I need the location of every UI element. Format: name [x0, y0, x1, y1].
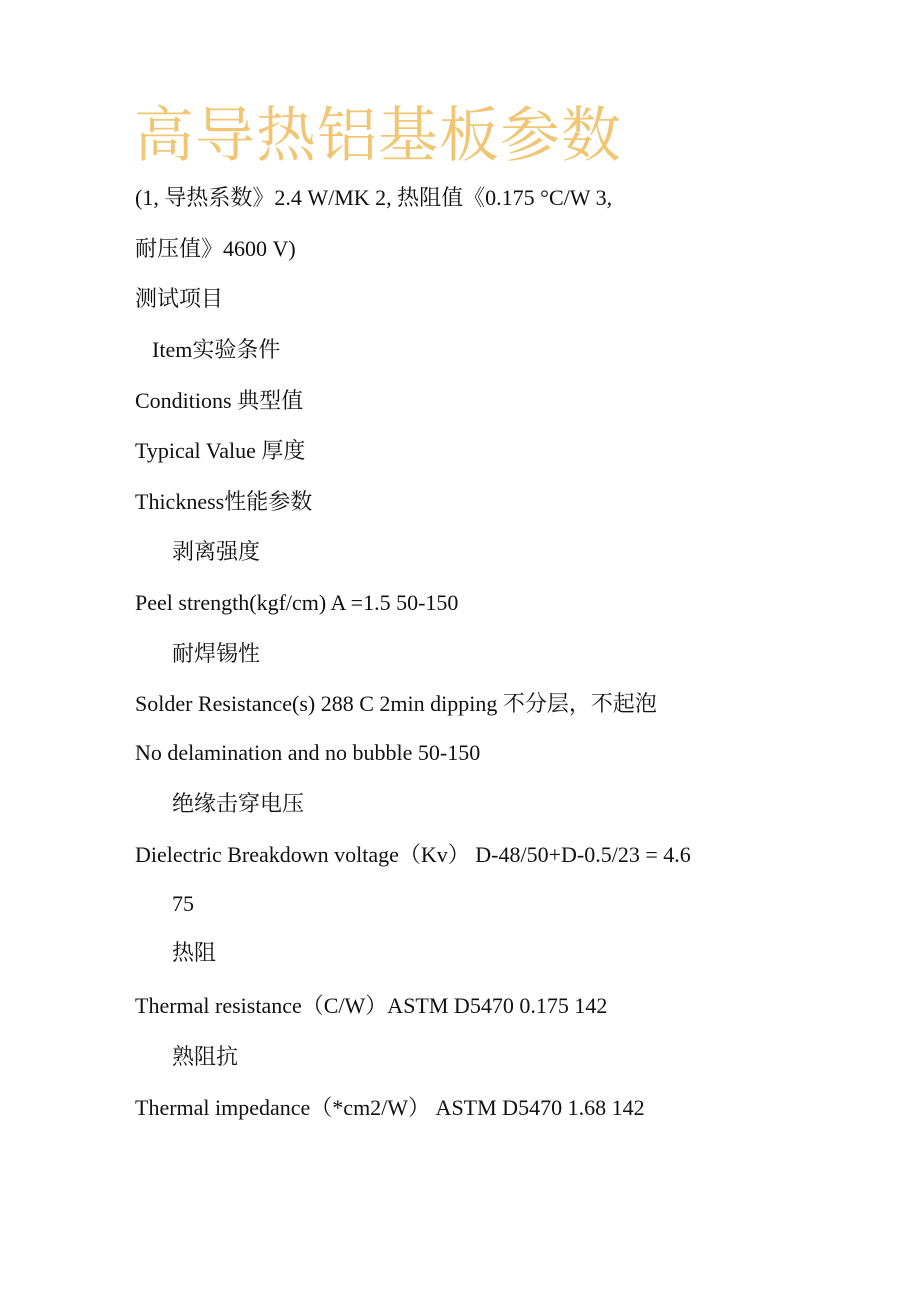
test-item-heading: 测试项目 — [135, 286, 224, 311]
param-summary-line-2: 耐压值》4600 V) — [135, 236, 296, 261]
no-delamination-row: No delamination and no bubble 50-150 — [135, 740, 481, 765]
typical-value-thickness-line: Typical Value 厚度 — [135, 438, 306, 463]
thickness-performance-line: Thickness性能参数 — [135, 489, 313, 514]
solder-resistance-cn: 耐焊锡性 — [172, 641, 261, 666]
dielectric-breakdown-value-continued: 75 — [172, 891, 194, 916]
conditions-typical-line: Conditions 典型值 — [135, 388, 304, 413]
item-conditions-line: Item实验条件 — [152, 337, 281, 362]
solder-resistance-row: Solder Resistance(s) 288 C 2min dipping 不分层，不起泡 — [135, 691, 657, 716]
peel-strength-cn: 剥离强度 — [172, 539, 261, 564]
thermal-impedance-cn: 熟阻抗 — [172, 1044, 239, 1069]
thermal-impedance-row: Thermal impedance（*cm2/W） ASTM D5470 1.68 142 — [135, 1095, 645, 1120]
thermal-resistance-cn: 热阻 — [172, 940, 217, 965]
thermal-resistance-row: Thermal resistance（C/W）ASTM D5470 0.175 142 — [135, 993, 608, 1018]
peel-strength-row: Peel strength(kgf/cm) A =1.5 50-150 — [135, 590, 459, 615]
document-title: 高导热铝基板参数 — [134, 101, 622, 171]
param-summary-line-1: (1, 导热系数》2.4 W/MK 2, 热阻值《0.175 °C/W 3, — [135, 185, 613, 210]
dielectric-breakdown-row: Dielectric Breakdown voltage（Kv） D-48/50+D-0.5/23 = 4.6 — [135, 842, 691, 867]
dielectric-breakdown-cn: 绝缘击穿电压 — [172, 791, 305, 816]
